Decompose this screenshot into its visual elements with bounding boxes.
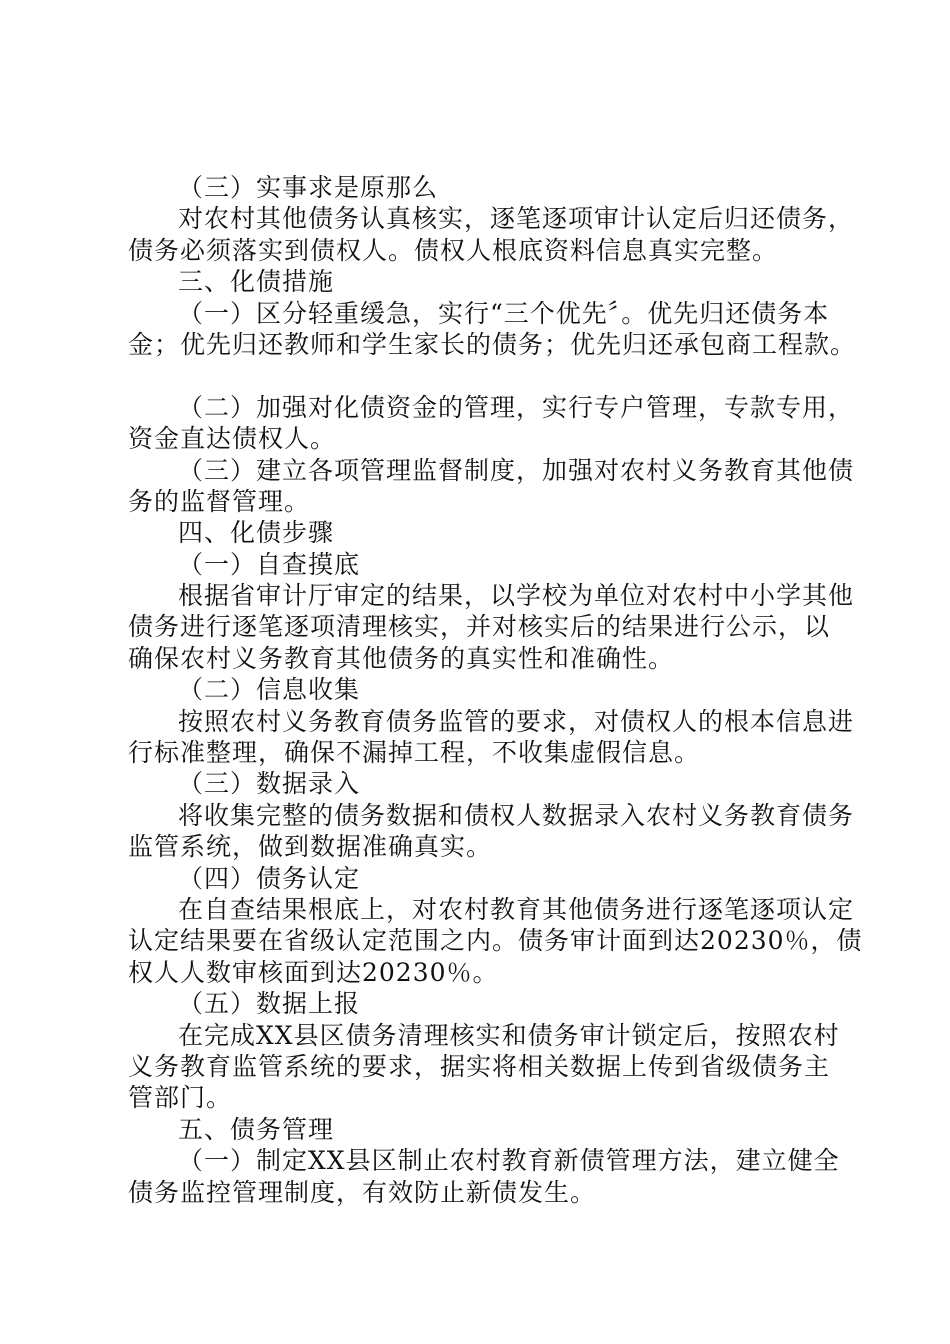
paragraph-line: （二）加强对化债资金的管理，实行专户管理，专款专用， bbox=[178, 392, 855, 422]
paragraph-line: 按照农村义务教育债务监管的要求，对债权人的根本信息进 bbox=[178, 706, 855, 736]
blank-line bbox=[128, 360, 848, 391]
section-heading-steps: 四、化债步骤 bbox=[178, 518, 335, 548]
paragraph-line: 务的监督管理。 bbox=[128, 486, 311, 516]
section-heading-debt-management: 五、债务管理 bbox=[178, 1114, 335, 1144]
paragraph-line: 资金直达债权人。 bbox=[128, 424, 337, 454]
paragraph-line: 债务进行逐笔逐项清理核实，并对核实后的结果进行公示，以 bbox=[128, 612, 831, 642]
paragraph-line: （一）制定XX县区制止农村教育新债管理方法，建立健全 bbox=[178, 1146, 840, 1176]
subheading-data-report: （五）数据上报 bbox=[178, 989, 361, 1019]
paragraph-line: 管部门。 bbox=[128, 1083, 233, 1113]
paragraph-line: 认定结果要在省级认定范围之内。债务审计面到达20230％，债 bbox=[128, 926, 863, 956]
section-heading-measures: 三、化债措施 bbox=[178, 267, 335, 297]
paragraph-line: 监管系统，做到数据准确真实。 bbox=[128, 832, 493, 862]
paragraph-line: （三）建立各项管理监督制度，加强对农村义务教育其他债 bbox=[178, 455, 855, 485]
paragraph-line: 债务必须落实到债权人。债权人根底资料信息真实完整。 bbox=[128, 235, 779, 265]
document-body bbox=[128, 172, 863, 1208]
subheading-self-check: （一）自查摸底 bbox=[178, 549, 361, 579]
paragraph-line: 义务教育监管系统的要求，据实将相关数据上传到省级债务主 bbox=[128, 1051, 831, 1081]
subheading-info-collection: （二）信息收集 bbox=[178, 675, 361, 705]
subheading-debt-confirmation: （四）债务认定 bbox=[178, 863, 361, 893]
paragraph-line: 在自查结果根底上，对农村教育其他债务进行逐笔逐项认定 bbox=[178, 894, 855, 924]
paragraph-line: 将收集完整的债务数据和债权人数据录入农村义务教育债务 bbox=[178, 800, 855, 830]
paragraph-line: 权人人数审核面到达20230％。 bbox=[128, 957, 499, 987]
paragraph-line: 对农村其他债务认真核实，逐笔逐项审计认定后归还债务， bbox=[178, 204, 855, 234]
subheading-principle-three: （三）实事求是原那么 bbox=[178, 173, 439, 202]
paragraph-line: 确保农村义务教育其他债务的真实性和准确性。 bbox=[128, 643, 675, 673]
subheading-data-entry: （三）数据录入 bbox=[178, 769, 361, 799]
paragraph-line: 根据省审计厅审定的结果，以学校为单位对农村中小学其他 bbox=[178, 581, 855, 611]
paragraph-line: 金；优先归还教师和学生家长的债务；优先归还承包商工程款。 bbox=[128, 329, 857, 359]
paragraph-line: 债务监控管理制度，有效防止新债发生。 bbox=[128, 1177, 597, 1207]
paragraph-line: 行标准整理，确保不漏掉工程，不收集虚假信息。 bbox=[128, 738, 701, 768]
paragraph-line: 在完成XX县区债务清理核实和债务审计锁定后，按照农村 bbox=[178, 1020, 840, 1050]
paragraph-line: （一）区分轻重缓急，实行“三个优先〞。优先归还债务本 bbox=[178, 298, 830, 328]
